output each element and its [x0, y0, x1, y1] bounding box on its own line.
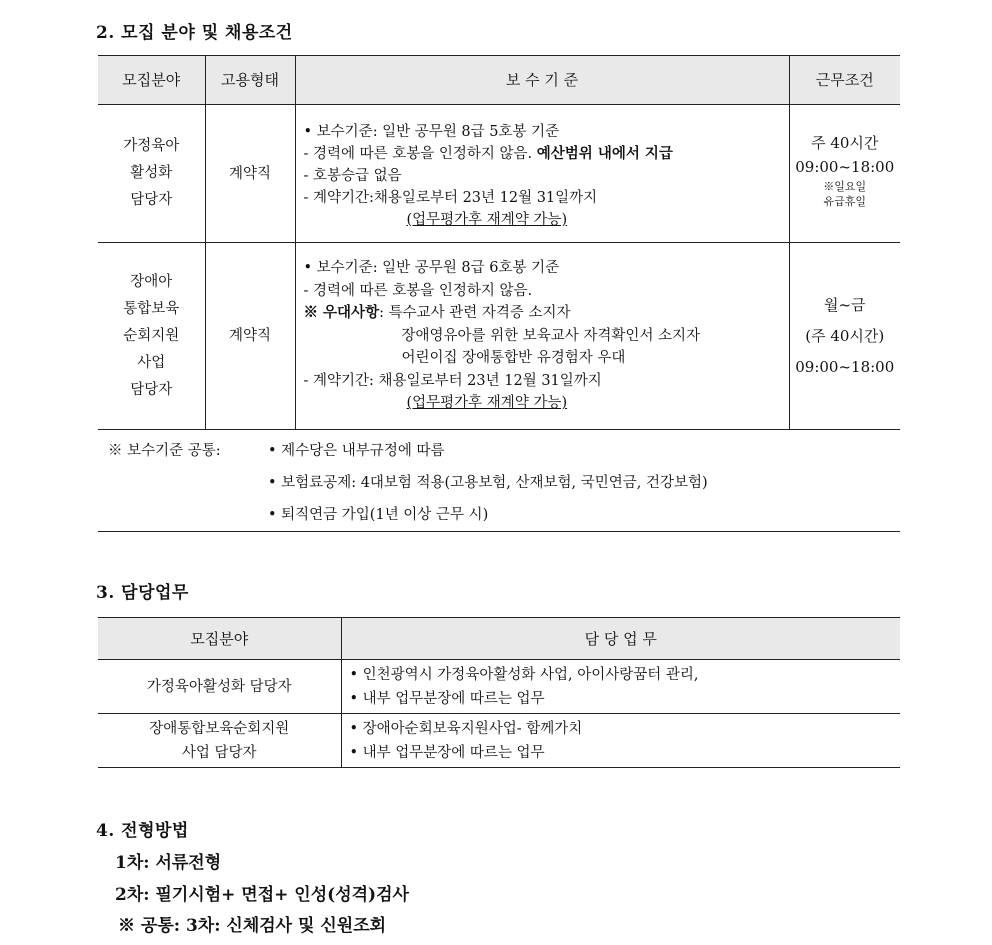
section4-title: 4. 전형방법	[96, 821, 189, 841]
table-row	[98, 243, 900, 430]
pay-line: - 호봉승급 없음	[303, 167, 402, 184]
field-line: 장애통합보육순회지원	[149, 720, 290, 737]
pay-line	[304, 392, 789, 415]
common-pay-item: • 제수당은 내부규정에 따름	[268, 443, 445, 459]
pay-line: - 계약기간: 채용일로부터 23년 12월 31일까지	[303, 372, 602, 389]
duty-item: • 내부 업무분장에 따르는 업무	[349, 690, 545, 707]
pay-text: : 특수교사 관련 자격증 소지자	[379, 305, 571, 322]
pay-cell	[295, 243, 789, 430]
conditions-cell	[789, 243, 900, 430]
table-row	[98, 660, 900, 714]
header-duties: 담 당 업 무	[341, 618, 900, 660]
header-field: 모집분야	[98, 56, 205, 105]
pay-note: (업무평가후 재계약 가능)	[406, 211, 568, 228]
field-cell	[98, 243, 205, 430]
field-cell	[98, 105, 205, 243]
pay-line	[304, 302, 789, 325]
recruitment-conditions-table	[98, 55, 900, 532]
pay-line: - 경력에 따른 호봉을 인정하지 않음.	[303, 282, 533, 299]
preference-label: ※ 우대사항	[303, 304, 380, 322]
field-line: 순회지원	[123, 327, 180, 344]
duties-table	[98, 617, 900, 768]
common-pay-row	[98, 430, 900, 532]
common-pay-item: • 퇴직연금 가입(1년 이상 근무 시)	[268, 507, 489, 523]
field-line: 장애아	[130, 273, 173, 290]
section2-title: 2. 모집 분야 및 채용조건	[96, 23, 293, 43]
selection-step-1: 1차: 서류전형	[115, 853, 222, 873]
pay-line: 어린이집 장애통합반 유경험자 우대	[401, 350, 626, 367]
conditions-cell	[789, 105, 900, 243]
selection-step-2: 2차: 필기시험+ 면접+ 인성(성격)검사	[115, 885, 409, 905]
duty-item: • 내부 업무분장에 따르는 업무	[349, 744, 545, 761]
header-conditions: 근무조건	[789, 56, 900, 105]
duties-cell	[341, 714, 900, 768]
table-header-row	[98, 56, 900, 105]
pay-line: • 보수기준: 일반 공무원 8급 6호봉 기준	[303, 260, 560, 277]
cond-line: 09:00~18:00	[795, 357, 895, 376]
field-line: 사업 담당자	[181, 744, 257, 761]
table-row	[98, 714, 900, 768]
common-pay-item: • 보험료공제: 4대보험 적용(고용보험, 산재보험, 국민연금, 건강보험)	[268, 475, 708, 491]
table-header-row	[98, 618, 900, 660]
duty-item: • 장애아순회보육지원사업- 함께가치	[349, 720, 583, 737]
duties-cell	[341, 660, 900, 714]
header-type: 고용형태	[205, 56, 295, 105]
pay-emphasis: 예산범위 내에서 지급	[536, 144, 673, 162]
header-field: 모집분야	[98, 618, 341, 660]
cond-line: 월~금	[823, 295, 866, 314]
field-line: 사업	[137, 354, 166, 371]
pay-line	[304, 143, 789, 165]
pay-line: - 계약기간:채용일로부터 23년 12월 31일까지	[303, 189, 598, 206]
duty-item: • 인천광역시 가정육아활성화 사업, 아이사랑꿈터 관리,	[349, 666, 699, 683]
field-line: 담당자	[130, 192, 173, 208]
field-line: 통합보육	[123, 300, 180, 317]
selection-step-common: ※ 공통: 3차: 신체검사 및 신원조회	[118, 916, 387, 936]
common-pay-cell	[98, 430, 900, 532]
section3-title: 3. 담당업무	[96, 583, 189, 603]
field-cell: 가정육아활성화 담당자	[98, 660, 341, 714]
pay-cell	[295, 105, 789, 243]
type-cell: 계약직	[205, 243, 295, 430]
cond-line: (주 40시간)	[805, 326, 885, 345]
pay-line	[304, 209, 789, 231]
field-line: 담당자	[130, 381, 173, 398]
pay-text: - 경력에 따른 호봉을 인정하지 않음.	[303, 145, 537, 162]
cond-note: 유급휴일	[823, 195, 866, 208]
table-row	[98, 105, 900, 243]
field-line: 활성화	[130, 165, 173, 181]
cond-line: 주 40시간	[811, 134, 879, 152]
type-cell: 계약직	[205, 105, 295, 243]
field-cell	[98, 714, 341, 768]
cond-note: ※일요일	[823, 180, 867, 193]
pay-line: 장애영유아를 위한 보육교사 자격확인서 소지자	[401, 327, 701, 344]
pay-line: • 보수기준: 일반 공무원 8급 5호봉 기준	[303, 123, 560, 140]
header-pay: 보 수 기 준	[295, 56, 789, 105]
common-pay-label: ※ 보수기준 공통:	[108, 443, 221, 459]
pay-note: (업무평가후 재계약 가능)	[406, 395, 568, 412]
field-line: 가정육아	[123, 138, 180, 154]
cond-line: 09:00~18:00	[795, 158, 895, 176]
